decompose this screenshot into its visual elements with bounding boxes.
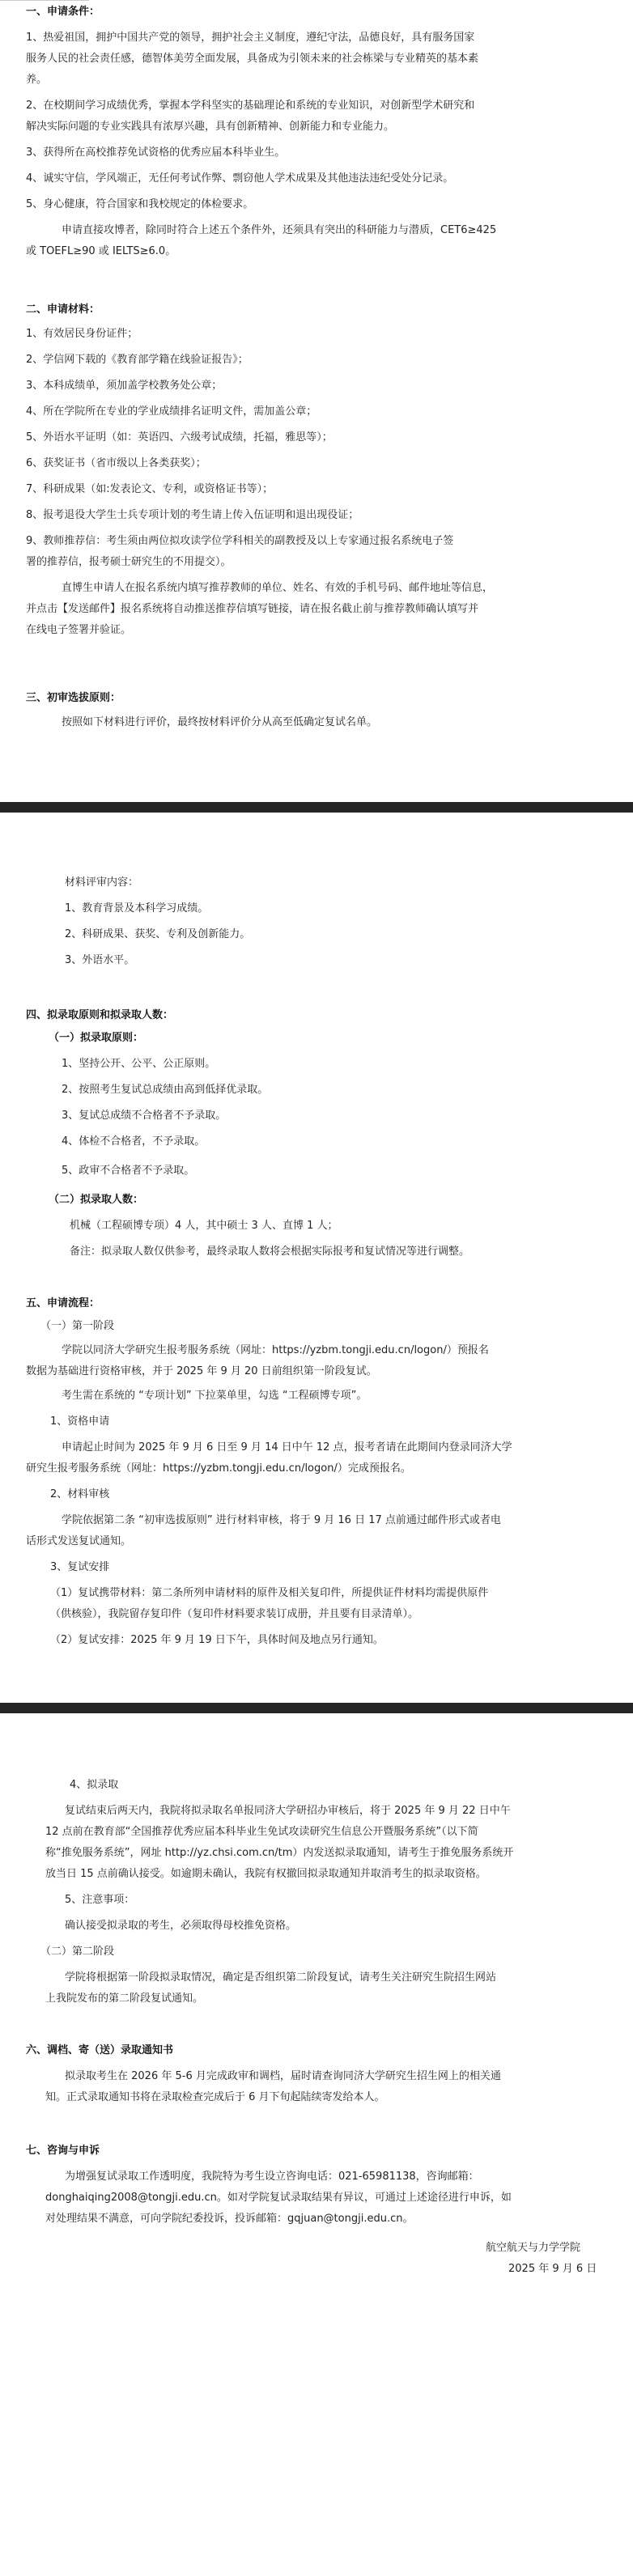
list-item: 1、教育背景及本科学习成绩。	[65, 902, 209, 915]
list-item: 2、材料审核	[50, 1488, 110, 1500]
paragraph-line: 话形式发送复试通知。	[26, 1535, 132, 1547]
signature-date: 2025 年 9 月 6 日	[508, 2263, 597, 2275]
paragraph-line: 申请直接攻博者，除同时符合上述五个条件外，还须具有突出的科研能力与潜质，CET6≥425	[62, 224, 497, 236]
paragraph-line: （1）复试携带材料：第二条所列申请材料的原件及相关复印件，所提供证件材料均需提供原件	[50, 1587, 489, 1599]
paragraph-line: 养。	[26, 74, 48, 86]
paragraph-line: 12 点前在教育部“全国推荐优秀应届本科毕业生免试攻读研究生信息公开暨服务系统”（以下简	[45, 1826, 478, 1838]
subsection-heading: （二）拟录取人数：	[49, 1194, 144, 1206]
paragraph-line: 并点击【发送邮件】报名系统将自动推送推荐信填写链接，请在报名截止前与推荐教师确认填写并	[26, 603, 479, 615]
section-1-heading: 一、申请条件：	[26, 6, 100, 18]
list-item: 1、有效居民身份证件；	[26, 328, 138, 340]
list-item: 4、拟录取	[70, 1779, 119, 1791]
list-item: 2、按照考生复试总成绩由高到低择优录取。	[62, 1084, 269, 1096]
document-page-2	[0, 813, 633, 1700]
list-item: 4、所在学院所在专业的学业成绩排名证明文件，需加盖公章；	[26, 405, 317, 418]
list-item: 3、外语水平。	[65, 954, 135, 966]
paragraph-line: （2）复试安排：2025 年 9 月 19 日下午，具体时间及地点另行通知。	[50, 1634, 384, 1646]
top-rule	[0, 0, 89, 1]
section-2-heading: 二、申请材料：	[26, 303, 100, 316]
paragraph-line: 为增强复试录取工作透明度，我院特为考生设立咨询电话：021-65981138，咨询邮箱：	[65, 2171, 479, 2183]
page-divider	[0, 802, 633, 813]
paragraph-line: 拟录取考生在 2026 年 5-6 月完成政审和调档，届时请查询同济大学研究生招生网上的相关通	[65, 2070, 501, 2082]
list-item: 7、科研成果（如:发表论文、专利，或资格证书等）；	[26, 483, 274, 495]
list-item: 3、本科成绩单，须加盖学校教务处公章；	[26, 380, 223, 392]
paragraph-line: 按照如下材料进行评价，最终按材料评价分从高至低确定复试名单。	[62, 716, 378, 728]
section-6-heading: 六、调档、寄（送）录取通知书	[26, 2044, 174, 2056]
paragraph-line: 材料评审内容：	[65, 876, 139, 889]
section-7-heading: 七、咨询与申诉	[26, 2145, 100, 2157]
paragraph-line: 在线电子签署并验证。	[26, 624, 132, 636]
page-divider	[0, 1703, 633, 1713]
list-item: 2、科研成果、获奖、专利及创新能力。	[65, 928, 251, 940]
paragraph-line: 学院以同济大学研究生报考服务系统（网址：https://yzbm.tongji.edu.cn/logon/）预报名	[62, 1344, 489, 1356]
paragraph-line: 申请起止时间为 2025 年 9 月 6 日至 9 月 14 日中午 12 点，报考者请在此期间内登录同济大学	[62, 1441, 512, 1454]
list-item: 5、注意事项：	[65, 1894, 135, 1906]
section-5-heading: 五、申请流程：	[26, 1297, 100, 1309]
list-item: 署的推荐信，报考硕士研究生的不用提交）。	[26, 556, 232, 568]
document-page-3	[0, 1713, 633, 2576]
paragraph-line: 对处理结果不满意，可向学院纪委投诉，投诉邮箱：gqjuan@tongji.edu.cn。	[45, 2213, 414, 2225]
list-item: 8、报考退役大学生士兵专项计划的考生请上传入伍证明和退出现役证；	[26, 509, 359, 521]
document-page-1	[0, 0, 633, 801]
paragraph-line: 3、获得所在高校推荐免试资格的优秀应届本科毕业生。	[26, 146, 286, 159]
paragraph-line: 上我院发布的第二阶段复试通知。	[45, 1992, 204, 2005]
paragraph-line: 考生需在系统的 “专项计划” 下拉菜单里，勾选 “工程硕博专项”。	[62, 1390, 367, 1402]
paragraph-line: 备注：拟录取人数仅供参考，最终录取人数将会根据实际报考和复试情况等进行调整。	[70, 1246, 470, 1258]
paragraph-line: 复试结束后两天内，我院将拟录取名单报同济大学研招办审核后，将于 2025 年 9 月 22 日中午	[65, 1805, 511, 1817]
paragraph-line: 数据为基础进行资格审核，并于 2025 年 9 月 20 日前组织第一阶段复试。	[26, 1365, 377, 1377]
list-item: 5、外语水平证明（如：英语四、六级考试成绩，托福，雅思等）；	[26, 431, 333, 443]
paragraph-line: 或 TOEFL≥90 或 IELTS≥6.0。	[26, 245, 176, 257]
list-item: 1、资格申请	[50, 1415, 110, 1428]
paragraph-line: 2、在校期间学习成绩优秀，掌握本学科坚实的基础理论和系统的专业知识，对创新型学术研究和	[26, 100, 475, 112]
list-item: 1、坚持公开、公平、公正原则。	[62, 1058, 216, 1070]
list-item: 5、政审不合格者不予录取。	[62, 1165, 195, 1177]
paragraph-line: 学院依据第二条 “初审选拔原则” 进行材料审核，将于 9 月 16 日 17 点前通过邮件形式或者电	[62, 1514, 501, 1526]
subsection-heading: （一）拟录取原则：	[49, 1032, 144, 1044]
paragraph-line: donghaiqing2008@tongji.edu.cn。如对学院复试录取结果有异议，可通过上述途径进行申诉，如	[45, 2192, 512, 2204]
paragraph-line: 服务人民的社会责任感，德智体美劳全面发展，具备成为引领未来的社会栋梁与专业精英的基本素	[26, 53, 479, 65]
list-item: 2、学信网下载的《教育部学籍在线验证报告》；	[26, 354, 249, 366]
paragraph-line: 5、身心健康，符合国家和我校规定的体检要求。	[26, 198, 254, 210]
list-item: 3、复试安排	[50, 1561, 110, 1573]
paragraph-line: 放当日 15 点前确认接受。如逾期未确认，我院有权撤回拟录取通知并取消考生的拟录取资格。	[45, 1868, 486, 1880]
signature-school: 航空航天与力学学院	[486, 2242, 581, 2254]
paragraph-line: 1、热爱祖国，拥护中国共产党的领导，拥护社会主义制度，遵纪守法，品德良好，具有服务国家	[26, 32, 475, 44]
paragraph-line: 机械（工程硕博专项）4 人，其中硕士 3 人、直博 1 人；	[70, 1220, 338, 1232]
subsection-heading: （一）第一阶段	[40, 1320, 115, 1332]
list-item: 4、体检不合格者，不予录取。	[62, 1135, 206, 1148]
section-4-heading: 四、拟录取原则和拟录取人数：	[26, 1009, 174, 1021]
paragraph-line: 直博生申请人在报名系统内填写推荐教师的单位、姓名、有效的手机号码、邮件地址等信息，	[62, 582, 494, 594]
section-3-heading: 三、初审选拔原则：	[26, 692, 121, 704]
paragraph-line: 学院将根据第一阶段拟录取情况，确定是否组织第二阶段复试，请考生关注研究生院招生网站	[65, 1971, 497, 1984]
paragraph-line: 知。正式录取通知书将在录取检查完成后于 6 月下旬起陆续寄发给本人。	[45, 2091, 385, 2103]
paragraph-line: 解决实际问题的专业实践具有浓厚兴趣，具有创新精神、创新能力和专业能力。	[26, 121, 395, 133]
paragraph-line: 称“推免服务系统”，网址 http://yz.chsi.com.cn/tm）内发送拟录取通知，请考生于推免服务系统开	[45, 1847, 514, 1859]
list-item: 3、复试总成绩不合格者不予录取。	[62, 1110, 227, 1122]
list-item: 6、获奖证书（省市级以上各类获奖）；	[26, 457, 206, 469]
subsection-heading: （二）第二阶段	[40, 1946, 115, 1958]
paragraph-line: 4、诚实守信，学风端正，无任何考试作弊、剽窃他人学术成果及其他违法违纪受处分记录。	[26, 172, 454, 185]
list-item: 9、教师推荐信：考生须由两位拟攻读学位学科相关的副教授及以上专家通过报名系统电子签	[26, 535, 454, 547]
paragraph-line: （供核验），我院留存复印件（复印件材料要求装订成册，并且要有目录清单）。	[50, 1608, 419, 1620]
paragraph-line: 确认接受拟录取的考生，必须取得母校推免资格。	[65, 1920, 297, 1932]
paragraph-line: 研究生报考服务系统（网址：https://yzbm.tongji.edu.cn/logon/）完成预报名。	[26, 1462, 411, 1475]
